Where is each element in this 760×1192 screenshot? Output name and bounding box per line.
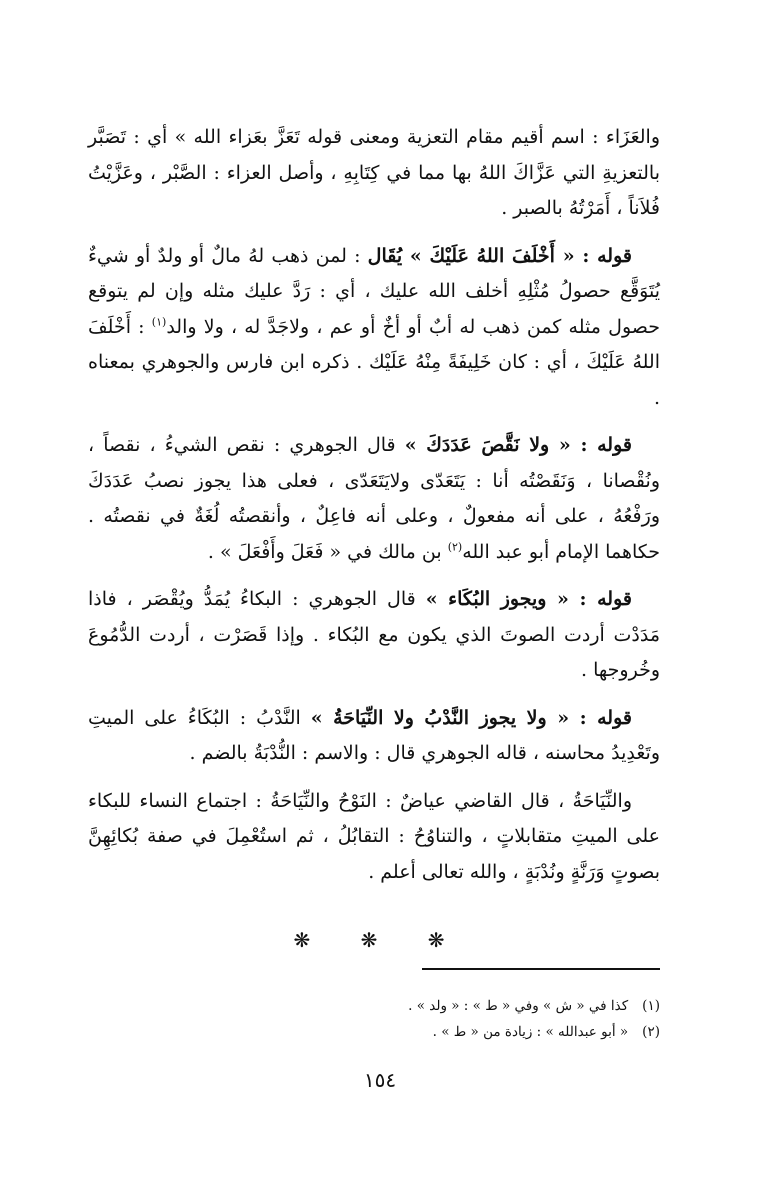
footnote-number: (١): [642, 998, 660, 1014]
paragraph-text-after: : أَخْلَفَ اللهُ عَلَيْكَ ، أي : كان خَلِيفَةً مِنْهُ عَلَيْك . ذكره ابن فارس والجوهري بمعناه .: [88, 315, 660, 409]
footnote-text: « أبو عبدالله » : زيادة من « ط » .: [432, 1024, 629, 1040]
page-number: ١٥٤: [363, 1068, 397, 1092]
body-text: [88, 120, 660, 902]
paragraph-nadb: [88, 701, 660, 772]
footnote-divider: [422, 968, 660, 970]
paragraph-bukaa: [88, 582, 660, 689]
footnote-ref-1[interactable]: (١): [151, 315, 167, 329]
paragraph-text: قال الجوهري : البكاءُ يُمَدُّ ويُقْصَر ، فاذا مَدَدْت أردت الصوتَ الذي يكون مع البُكاء . وإذا قَصَرْت ، أردت الدُّمُوعَ وخُروجها .: [88, 588, 660, 681]
footnote-text: كذا في « ش » وفي « ط » : « ولد » .: [408, 998, 629, 1014]
paragraph-niyaha: [88, 784, 660, 891]
paragraph-lead: قوله : « ولا نَقَّصَ عَدَدَكَ »: [404, 434, 632, 456]
paragraph-naqqasa: [88, 428, 660, 570]
footnote-1: [300, 993, 660, 1019]
paragraph-text: والعَزَاء : اسم أقيم مقام التعزية ومعنى قوله تَعَزَّ بعَزاء الله » أي : تَصَبَّر بالتعزيةِ التي عَزَّاكَ اللهُ بها مما في كِتَابِهِ ، وأصل العزاء : الصَّبْر ، وعَزَّيْتُ فُلاَناً ، أَمَرْتُهُ بالصبر .: [88, 126, 660, 219]
paragraph-text-after: بن مالك في « فَعَلَ وأَفْعَلَ » .: [207, 540, 448, 563]
paragraph-lead: قوله : « ويجوز البُكَاء »: [425, 588, 632, 610]
paragraph-lead: قوله : « أَخْلَفَ اللهُ عَلَيْكَ » يُقَال: [367, 244, 632, 267]
paragraph-akhlafa: [88, 239, 660, 417]
paragraph-text: قال الجوهري : نقص الشيءُ ، نقصاً ، ونُقْصانا ، وَنَقَصْتُه أنا : يَتَعَدّى ولايَتَعَدّى ، فعلى هذا يجوز نصبُ عَدَدَكَ ورَفْعُهُ ، على أنه مفعولٌ ، وعلى أنه فاعِلٌ ، وأنقصتُه لُغَةٌ في نقصتُه . حكاهما الإمام أبو عبد الله: [88, 434, 660, 563]
section-separator: ❋ ❋ ❋: [293, 928, 467, 952]
paragraph-text: والنِّيَاحَةُ ، قال القاضي عياضٌ : النَوْحُ والنِّيَاحَةُ : اجتماع النساء للبكاء على الميتِ متقابلاتٍ ، والتناوُحُ : التقابُلُ ، ثم استُعْمِلَ في صفة بُكائِهِنَّ بصوتٍ وَرَنَّةٍ ونُدْبَةٍ ، والله تعالى أعلم .: [88, 789, 660, 883]
footnote-ref-2[interactable]: (٢): [447, 540, 463, 554]
paragraph-text: النَّدْبُ : البُكَاءُ على الميتِ وتَعْدِيدُ محاسنه ، قاله الجوهري قال : والاسم : النُّدْبَةُ بالضم .: [88, 706, 660, 764]
footnote-number: (٢): [642, 1024, 660, 1040]
footnotes: [300, 993, 660, 1045]
footnote-2: [300, 1019, 660, 1045]
paragraph-lead: قوله : « ولا يجوز النَّدْبُ ولا النِّيَاحَةُ »: [310, 706, 632, 729]
paragraph-text: : لمن ذهب لهُ مالٌ أو ولدٌ أو شيءٌ يُتَوَقَّع حصولُ مُثْلِهِ أخلف الله عليك ، أي : رَدَّ عليك مثله وإن لم يتوقع حصول مثله كمن ذهب له أبٌ أو أخٌ أو عم ، ولاجَدَّ له ، ولا والد: [88, 244, 660, 338]
paragraph-aza: [88, 120, 660, 227]
